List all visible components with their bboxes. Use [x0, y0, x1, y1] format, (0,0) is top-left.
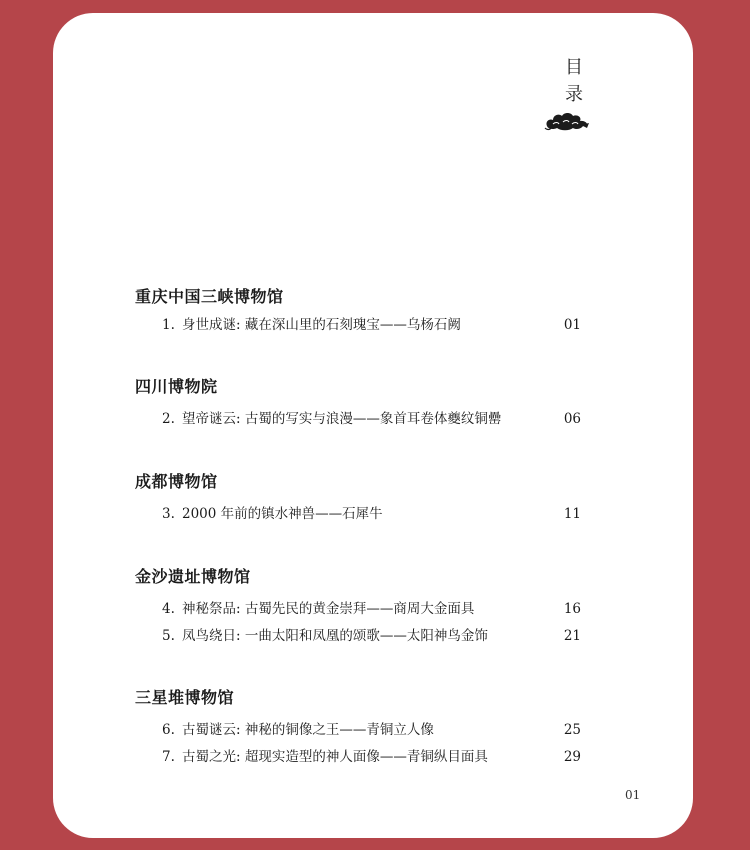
- entry-text: 古蜀之光: 超现实造型的神人面像——青铜纵目面具: [182, 749, 488, 765]
- toc-entry[interactable]: [135, 626, 595, 646]
- toc-section: [135, 688, 595, 767]
- entry-page-number: 06: [563, 411, 581, 427]
- section-title: 成都博物馆: [135, 472, 218, 491]
- toc-title-char-2: 录: [565, 84, 583, 105]
- toc-entry[interactable]: [135, 720, 595, 740]
- entry-page-number: 16: [563, 601, 581, 617]
- toc-section: [135, 567, 595, 646]
- footer-page-number: 01: [625, 788, 641, 802]
- entry-number: 4.: [162, 601, 175, 617]
- toc-entry[interactable]: [135, 504, 595, 524]
- cloud-ornament-icon: [543, 110, 591, 132]
- entry-page-number: 11: [563, 506, 581, 522]
- toc-entry[interactable]: [135, 747, 595, 767]
- entry-text: 身世成谜: 藏在深山里的石刻瑰宝——乌杨石阙: [182, 317, 461, 333]
- entry-number: 6.: [162, 722, 175, 738]
- toc-title-char-1: 目: [565, 57, 583, 78]
- entry-number: 2.: [162, 411, 175, 427]
- entry-page-number: 29: [563, 749, 581, 765]
- entry-page-number: 25: [563, 722, 581, 738]
- book-page: [53, 13, 693, 838]
- toc-entry[interactable]: [135, 599, 595, 619]
- entry-text: 2000 年前的镇水神兽——石犀牛: [182, 506, 383, 522]
- entry-number: 3.: [162, 506, 175, 522]
- toc-entry[interactable]: [135, 409, 595, 429]
- entry-number: 5.: [162, 628, 175, 644]
- section-title: 金沙遗址博物馆: [135, 567, 251, 586]
- toc-section: [135, 472, 595, 524]
- entry-number: 7.: [162, 749, 175, 765]
- toc-section: [135, 377, 595, 429]
- section-title: 三星堆博物馆: [135, 688, 235, 707]
- entry-page-number: 21: [563, 628, 581, 644]
- section-title: 四川博物院: [135, 377, 218, 396]
- section-title: 重庆中国三峡博物馆: [135, 287, 284, 306]
- entry-number: 1.: [162, 317, 175, 333]
- entry-text: 望帝谜云: 古蜀的写实与浪漫——象首耳卷体夔纹铜罍: [182, 411, 502, 427]
- entry-text: 神秘祭品: 古蜀先民的黄金崇拜——商周大金面具: [182, 601, 475, 617]
- entry-page-number: 01: [563, 317, 581, 333]
- entry-text: 凤鸟绕日: 一曲太阳和凤凰的颂歌——太阳神鸟金饰: [182, 628, 488, 644]
- toc-section: [135, 287, 595, 335]
- entry-text: 古蜀谜云: 神秘的铜像之王——青铜立人像: [182, 722, 434, 738]
- toc-entry[interactable]: [135, 315, 595, 335]
